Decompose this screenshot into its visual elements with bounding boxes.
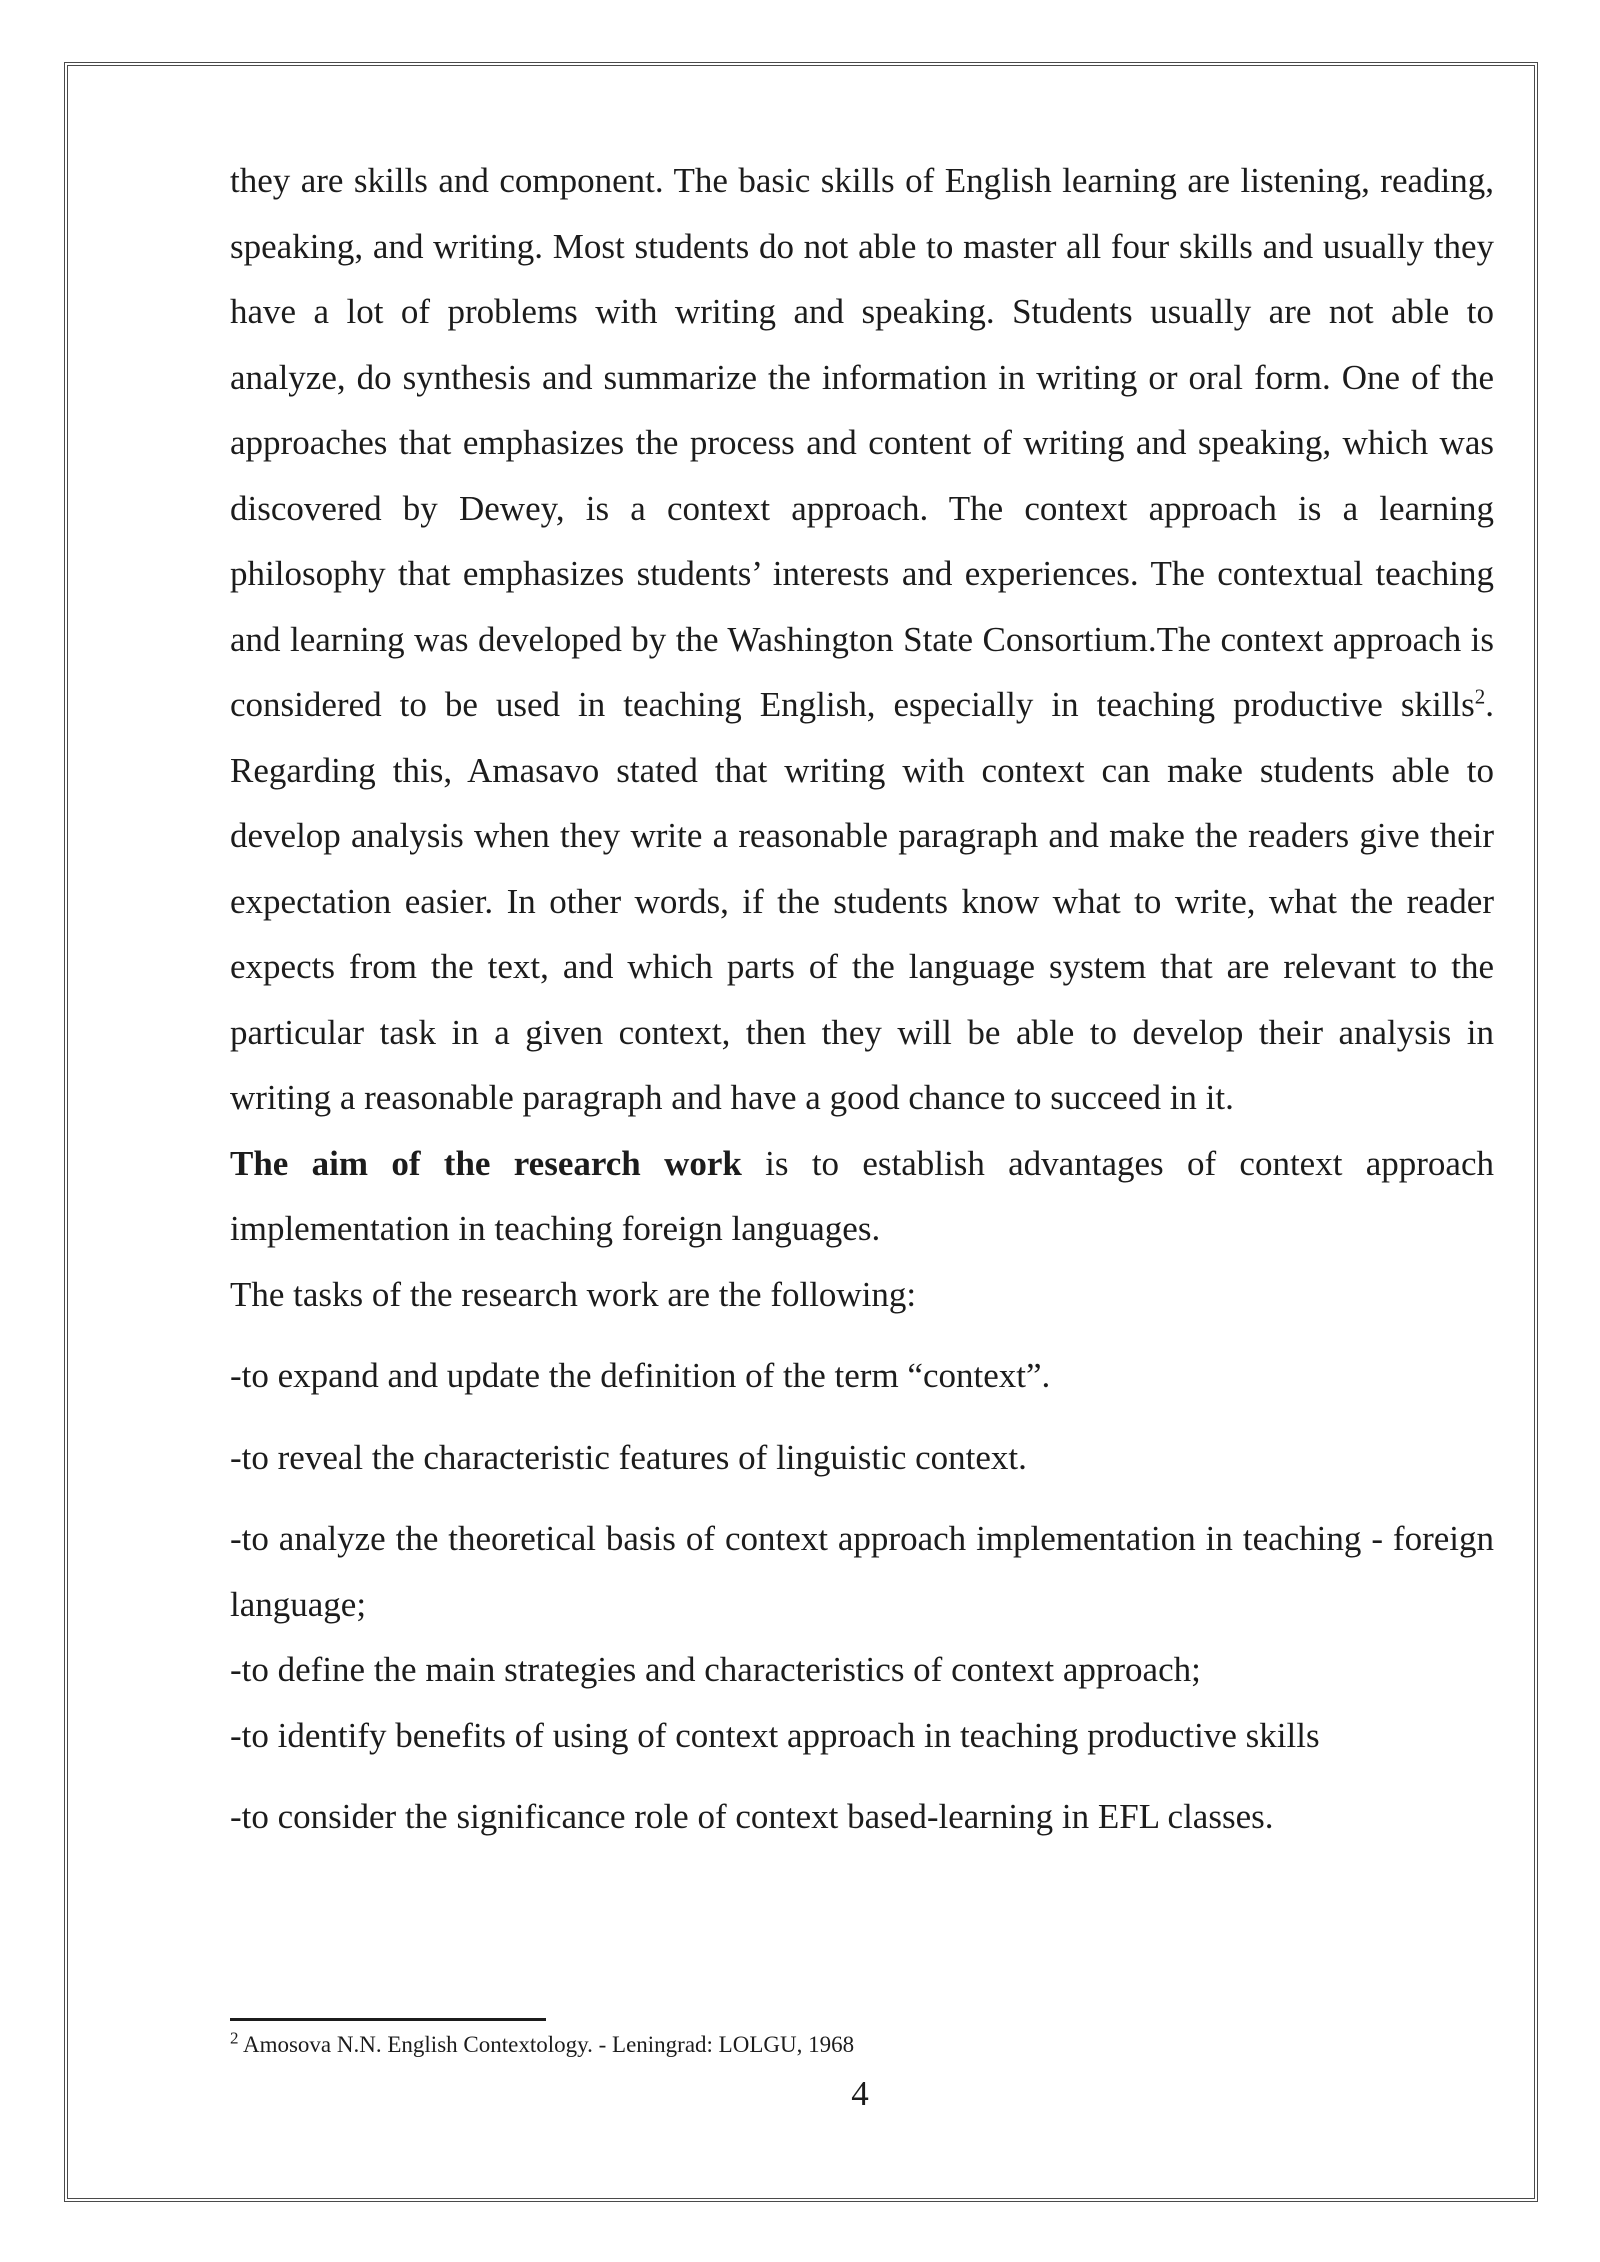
task-item: -to expand and update the definition of the term “context”.	[230, 1356, 1051, 1395]
footnote-number: 2	[230, 2028, 239, 2048]
task-item: -to identify benefits of using of context approach in teaching productive skills	[230, 1715, 1320, 1755]
intro-paragraph	[230, 148, 1494, 1131]
aim-paragraph	[230, 1131, 1494, 1262]
footnote-separator	[230, 2018, 546, 2021]
tasks-heading: The tasks of the research work are the following:	[230, 1274, 917, 1314]
task-item: -to reveal the characteristic features of linguistic context.	[230, 1437, 1027, 1477]
task-item: -to consider the significance role of context based-learning in EFL classes.	[230, 1797, 1274, 1836]
intro-text-continued: . Regarding this, Amasavo stated that writing with context can make students able to develop analysis when they write a reasonable paragraph and make the readers give their expectation easier. In other words, if the students know what to write, what the reader expects from the text, and which parts of the language system that are relevant to the particular task in a given context, then they will be able to develop their analysis in writing a reasonable paragraph and have a good chance to succeed in it.	[230, 685, 1494, 1117]
footnote	[230, 2030, 1494, 2060]
intro-text: they are skills and component. The basic skills of English learning are listening, reading, speaking, and writing. Most students do not able to master all four skills and usually they have a lot of problems with writing and speaking. Students usually are not able to analyze, do synthesis and summarize the information in writing or oral form. One of the approaches that emphasizes the process and content of writing and speaking, which was discovered by Dewey, is a context approach. The context approach is a learning philosophy that emphasizes students’ interests and experiences. The contextual teaching and learning was developed by the Washington State Consortium.The context approach is considered to be used in teaching English, especially in teaching productive skills	[230, 161, 1494, 724]
footnote-text: Amosova N.N. English Contextology. - Leningrad: LOLGU, 1968	[238, 2032, 855, 2057]
task-item: -to analyze the theoretical basis of context approach implementation in teaching - foreign language;	[230, 1519, 1494, 1624]
page-body	[230, 148, 1494, 1850]
task-item: -to define the main strategies and characteristics of context approach;	[230, 1650, 1201, 1689]
aim-label: The aim of the research work	[230, 1143, 742, 1183]
page-number: 4	[851, 2074, 869, 2113]
footnote-reference: 2	[1474, 684, 1486, 709]
tasks-list	[230, 1343, 1494, 1850]
aim-text: is to establish advantages of context approach implementation in teaching foreign languages.	[230, 1143, 1494, 1248]
